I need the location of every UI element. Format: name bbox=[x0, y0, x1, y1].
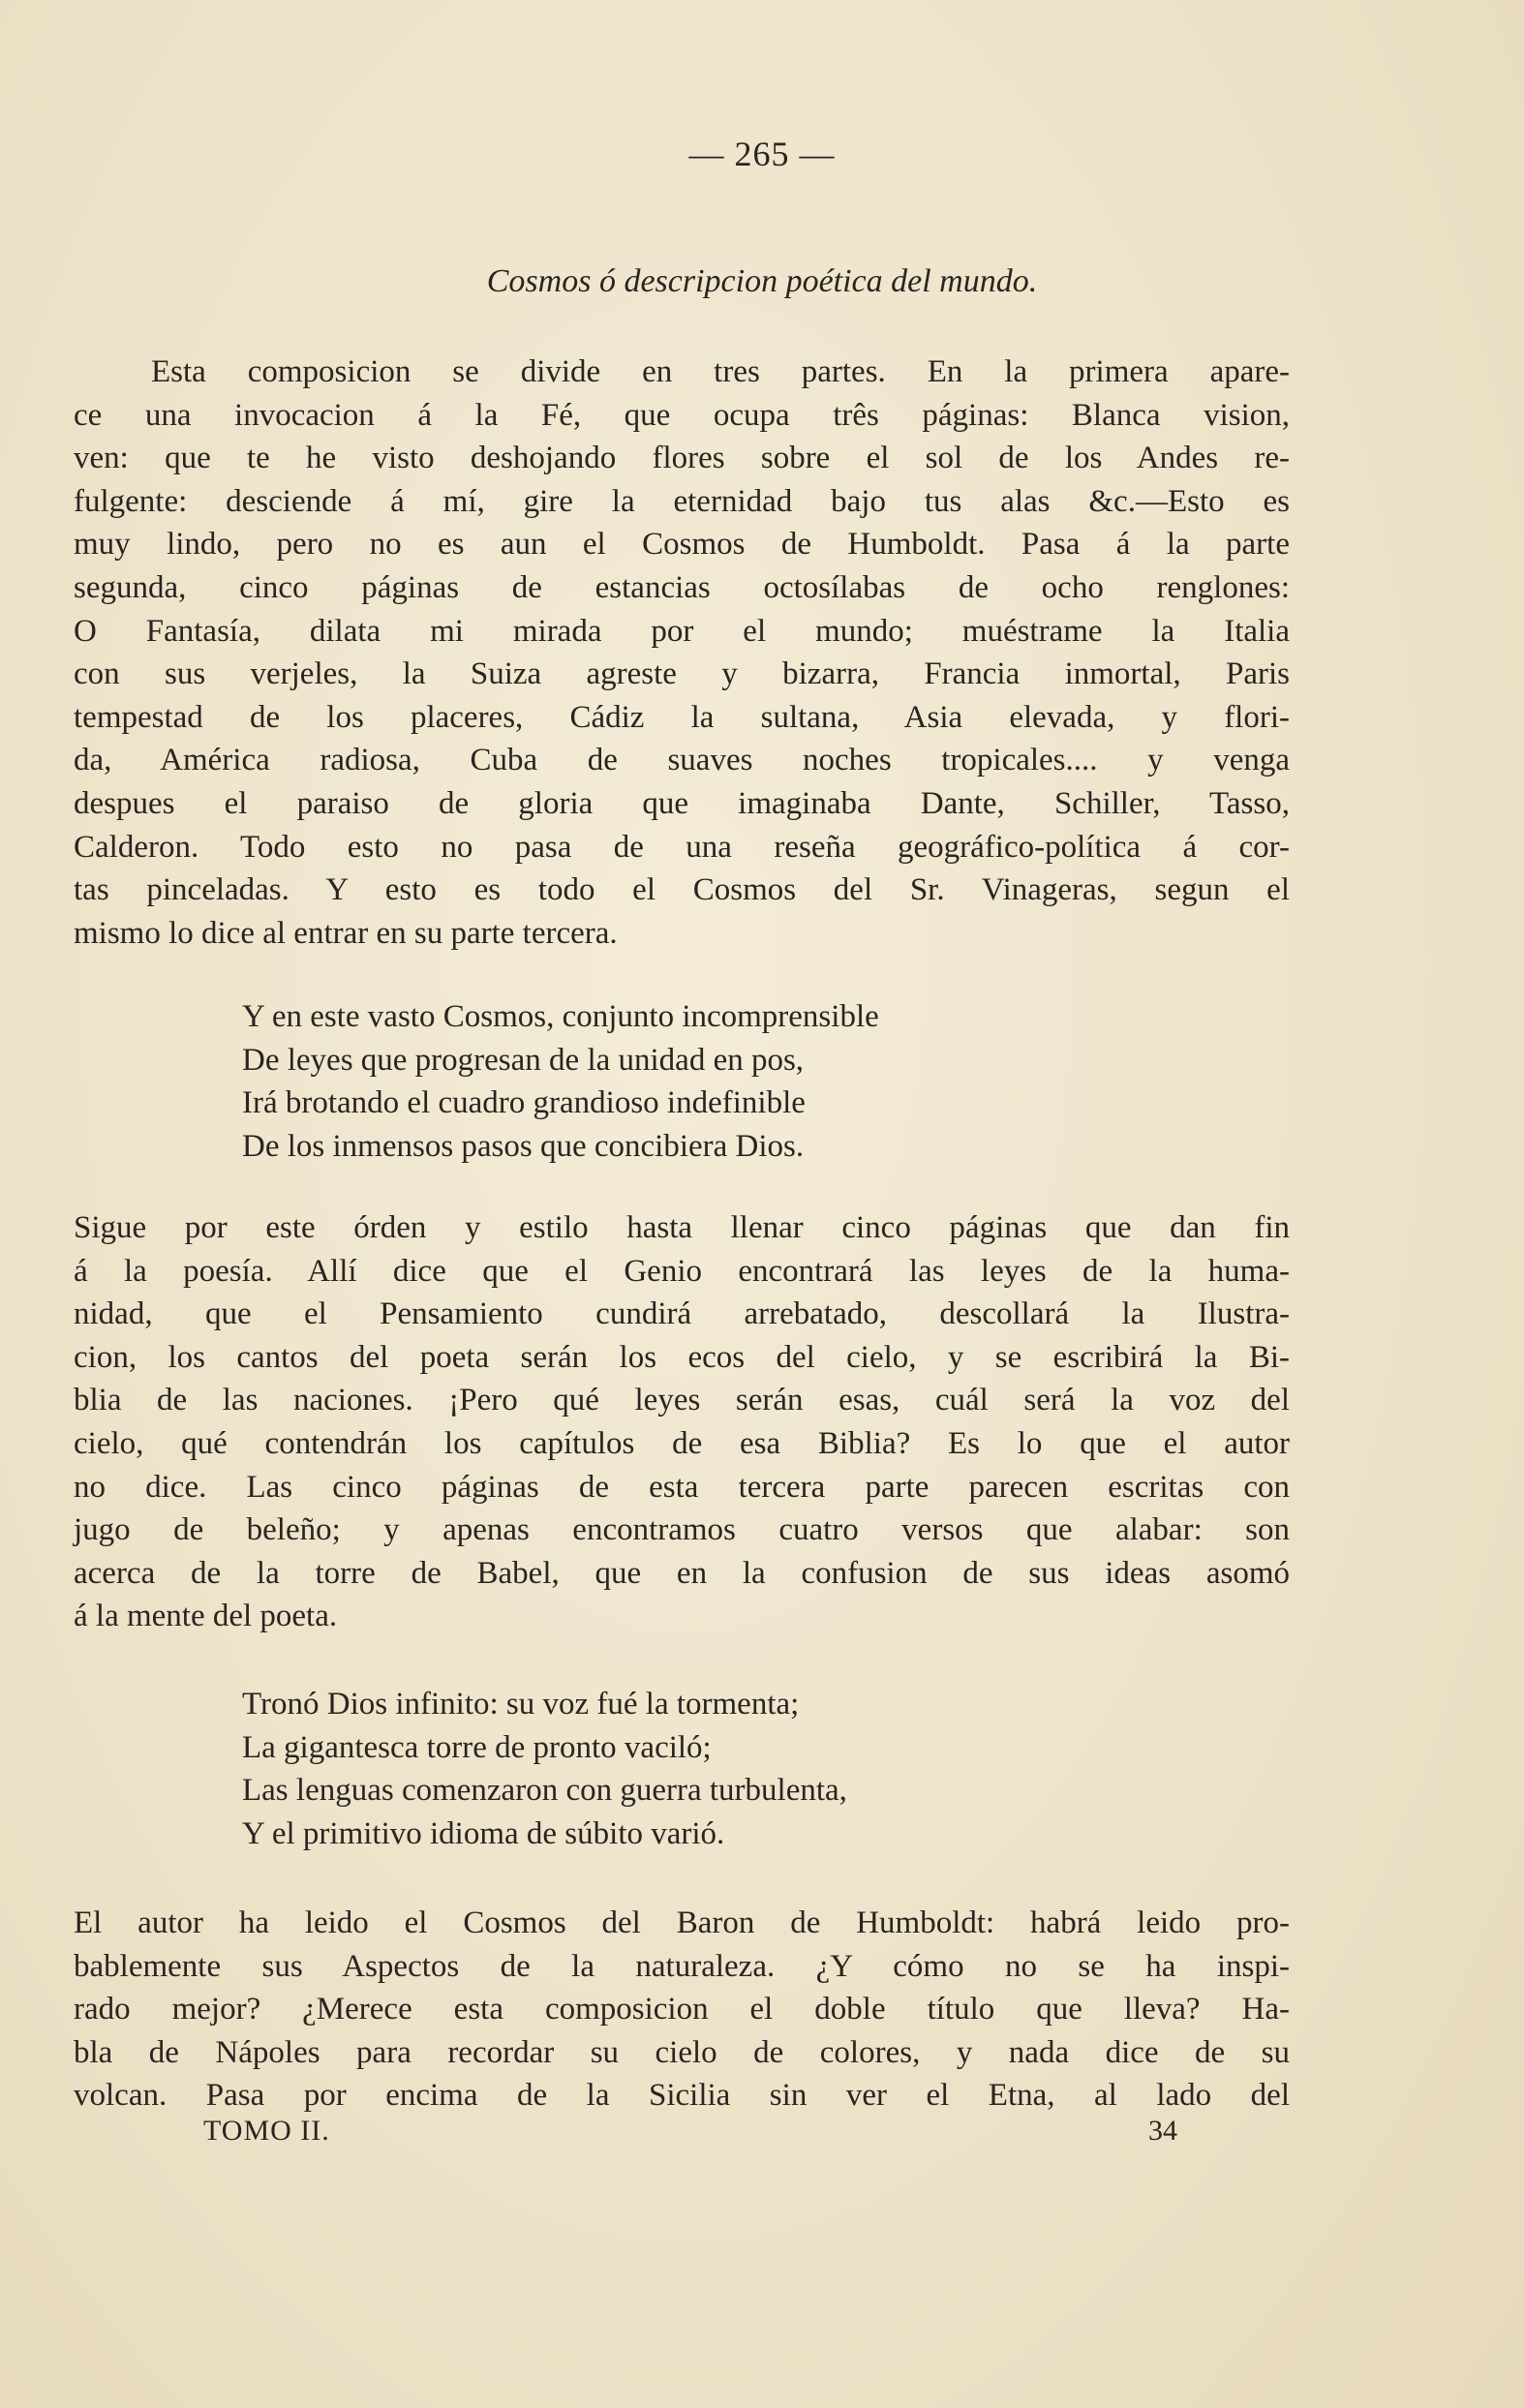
text-line: cion, los cantos del poeta serán los ecos del cielo, y se escribirá la Bi- bbox=[74, 1339, 1290, 1375]
text-line: ven: que te he visto deshojando flores sobre el sol de los Andes re- bbox=[74, 441, 1290, 476]
verse-line: De leyes que progresan de la unidad en pos, bbox=[242, 1042, 805, 1078]
page-footer bbox=[0, 2115, 1524, 2153]
text-line: nidad, que el Pensamiento cundirá arrebatado, descollará la Ilustra- bbox=[74, 1296, 1290, 1332]
verse-line: La gigantesca torre de pronto vaciló; bbox=[242, 1729, 712, 1765]
text-line: no dice. Las cinco páginas de esta tercera parte parecen escritas con bbox=[74, 1469, 1290, 1505]
verse-line: Las lenguas comenzaron con guerra turbulenta, bbox=[242, 1773, 847, 1809]
text-line: rado mejor? ¿Merece esta composicion el doble título que lleva? Ha- bbox=[74, 1992, 1290, 2027]
section-title: Cosmos ó descripcion poética del mundo. bbox=[486, 263, 1038, 299]
verse-2 bbox=[242, 1683, 1307, 1855]
text-line: fulgente: desciende á mí, gire la eternidad bajo tus alas &c.—Esto es bbox=[74, 483, 1290, 519]
verse-line: De los inmensos pasos que concibiera Dios. bbox=[242, 1128, 805, 1164]
paragraph-1 bbox=[74, 351, 1290, 955]
text-line: O Fantasía, dilata mi mirada por el mundo; muéstrame la Italia bbox=[74, 613, 1290, 649]
text-line: da, América radiosa, Cuba de suaves noches tropicales.... y venga bbox=[74, 743, 1290, 778]
paragraph-3 bbox=[74, 1902, 1290, 2118]
text-line: despues el paraiso de gloria que imaginaba Dante, Schiller, Tasso, bbox=[74, 785, 1290, 821]
text-line: volcan. Pasa por encima de la Sicilia sin ver el Etna, al lado del bbox=[74, 2078, 1290, 2114]
text-line: tas pinceladas. Y esto es todo el Cosmos del Sr. Vinageras, segun el bbox=[74, 872, 1290, 908]
text-line: El autor ha leido el Cosmos del Baron de Humboldt: habrá leido pro- bbox=[74, 1905, 1290, 1940]
text-line: á la poesía. Allí dice que el Genio encontrará las leyes de la huma- bbox=[74, 1253, 1290, 1289]
text-line: jugo de beleño; y apenas encontramos cuatro versos que alabar: son bbox=[74, 1512, 1290, 1548]
text-line: tempestad de los placeres, Cádiz la sultana, Asia elevada, y flori- bbox=[74, 699, 1290, 735]
verse-line: Y el primitivo idioma de súbito varió. bbox=[242, 1815, 725, 1851]
verse-line: Irá brotando el cuadro grandioso indefinible bbox=[242, 1085, 806, 1121]
paragraph-2 bbox=[74, 1206, 1290, 1638]
text-line: Esta composicion se divide en tres partes. En la primera apare- bbox=[151, 354, 1290, 389]
text-line: á la mente del poeta. bbox=[74, 1599, 338, 1634]
text-line: Calderon. Todo esto no pasa de una reseña geográfico-política á cor- bbox=[74, 829, 1290, 865]
verse-1 bbox=[242, 995, 1307, 1168]
text-line: bla de Nápoles para recordar su cielo de colores, y nada dice de su bbox=[74, 2034, 1290, 2070]
text-line: acerca de la torre de Babel, que en la confusion de sus ideas asomó bbox=[74, 1555, 1290, 1591]
page-number: — 265 — bbox=[688, 135, 836, 173]
text-line: ce una invocacion á la Fé, que ocupa três páginas: Blanca vision, bbox=[74, 397, 1290, 433]
verse-line: Tronó Dios infinito: su voz fué la tormenta; bbox=[242, 1687, 800, 1722]
volume-label: TOMO II. bbox=[203, 2115, 330, 2147]
text-line: cielo, qué contendrán los capítulos de esa Biblia? Es lo que el autor bbox=[74, 1425, 1290, 1461]
verse-line: Y en este vasto Cosmos, conjunto incomprensible bbox=[242, 999, 879, 1034]
text-line: muy lindo, pero no es aun el Cosmos de Humboldt. Pasa á la parte bbox=[74, 527, 1290, 563]
signature-mark: 34 bbox=[1148, 2115, 1177, 2147]
text-line: bablemente sus Aspectos de la naturaleza. ¿Y cómo no se ha inspi- bbox=[74, 1948, 1290, 1984]
text-line: mismo lo dice al entrar en su parte tercera. bbox=[74, 915, 618, 951]
text-line: blia de las naciones. ¡Pero qué leyes serán esas, cuál será la voz del bbox=[74, 1383, 1290, 1418]
text-line: con sus verjeles, la Suiza agreste y bizarra, Francia inmortal, Paris bbox=[74, 656, 1290, 692]
text-line: Sigue por este órden y estilo hasta llenar cinco páginas que dan fin bbox=[74, 1210, 1290, 1245]
text-line: segunda, cinco páginas de estancias octosílabas de ocho renglones: bbox=[74, 569, 1290, 605]
